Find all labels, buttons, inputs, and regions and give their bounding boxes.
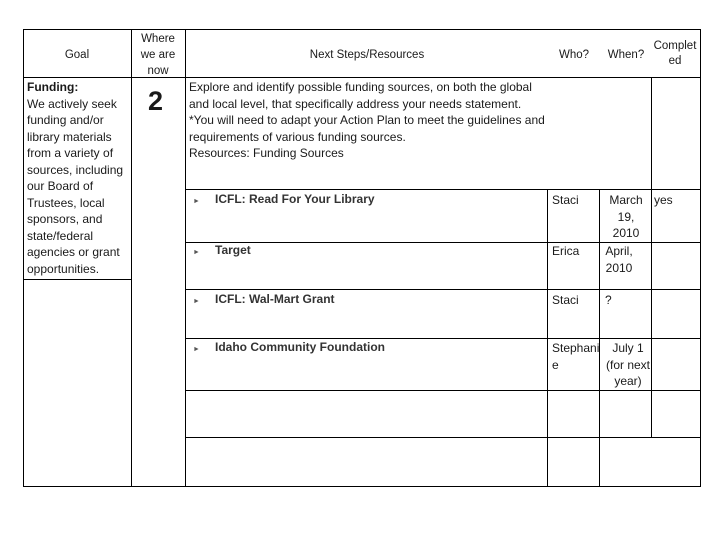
goal-cell bbox=[27, 79, 131, 277]
intro-line: *You will need to adapt your Action Plan to meet the guidelines and bbox=[189, 113, 545, 127]
step-item: Idaho Community Foundation bbox=[215, 340, 385, 354]
goal-line: agencies or grant bbox=[27, 245, 120, 259]
step-item: ICFL: Read For Your Library bbox=[215, 192, 375, 206]
when-line: 2010 bbox=[605, 260, 633, 275]
when-cell bbox=[600, 243, 638, 276]
header-who: Who? bbox=[558, 49, 590, 61]
bullet-arrow-icon: ► bbox=[193, 298, 200, 305]
header-completed-line-2: ed bbox=[668, 55, 682, 67]
goal-line: sponsors, and bbox=[27, 212, 103, 226]
where-we-are-value: 2 bbox=[148, 86, 164, 116]
goal-line: from a variety of bbox=[27, 146, 114, 160]
who-cell: Staci bbox=[552, 193, 579, 207]
bullet-arrow-icon: ► bbox=[193, 346, 200, 353]
intro-line: and local level, that specifically address your needs statement. bbox=[189, 96, 522, 111]
header-where-we-are-now bbox=[131, 31, 185, 79]
header-next-steps: Next Steps/Resources bbox=[309, 49, 425, 61]
bullet-arrow-icon: ► bbox=[193, 249, 200, 256]
when-cell bbox=[603, 340, 653, 390]
next-steps-intro bbox=[189, 79, 559, 162]
step-item: ICFL: Wal-Mart Grant bbox=[215, 292, 335, 306]
goal-line: Trustees, local bbox=[27, 195, 105, 210]
completed-cell: yes bbox=[654, 193, 673, 207]
when-line: 19, bbox=[617, 209, 635, 224]
header-where-line-1: Where bbox=[141, 33, 175, 45]
when-line: March bbox=[609, 193, 643, 207]
header-when: When? bbox=[607, 49, 645, 61]
who-cell bbox=[552, 340, 599, 373]
goal-line: state/federal bbox=[27, 228, 94, 243]
when-line: (for next bbox=[605, 357, 650, 372]
intro-line: requirements of various funding sources. bbox=[189, 129, 406, 144]
who-line: Stephani bbox=[552, 341, 600, 355]
goal-title: Funding: bbox=[27, 80, 79, 94]
goal-line: We actively seek bbox=[27, 96, 117, 111]
intro-line: Explore and identify possible funding sources, on both the global bbox=[189, 80, 532, 94]
goal-line: library materials bbox=[27, 129, 112, 144]
header-completed bbox=[648, 39, 702, 69]
goal-line: sources, including bbox=[27, 162, 124, 177]
header-where-line-2: we are bbox=[140, 49, 176, 61]
step-item: Target bbox=[215, 243, 251, 257]
when-line: 2010 bbox=[612, 226, 640, 240]
goal-line: our Board of bbox=[27, 179, 94, 193]
when-line: year) bbox=[614, 374, 642, 388]
who-cell: Staci bbox=[552, 293, 579, 307]
bullet-arrow-icon: ► bbox=[193, 198, 200, 205]
who-line: e bbox=[552, 357, 559, 372]
when-line: July 1 bbox=[612, 341, 644, 355]
when-cell bbox=[600, 192, 652, 242]
header-where-line-3: now bbox=[147, 65, 169, 77]
intro-line: Resources: Funding Sources bbox=[189, 146, 344, 160]
header-goal: Goal bbox=[64, 49, 90, 61]
goal-line: opportunities. bbox=[27, 261, 100, 276]
header-completed-line-1: Complet bbox=[653, 40, 697, 52]
when-line: April, bbox=[605, 244, 633, 258]
who-cell: Erica bbox=[552, 244, 580, 258]
goal-line: funding and/or bbox=[27, 113, 104, 127]
when-cell: ? bbox=[605, 293, 612, 307]
